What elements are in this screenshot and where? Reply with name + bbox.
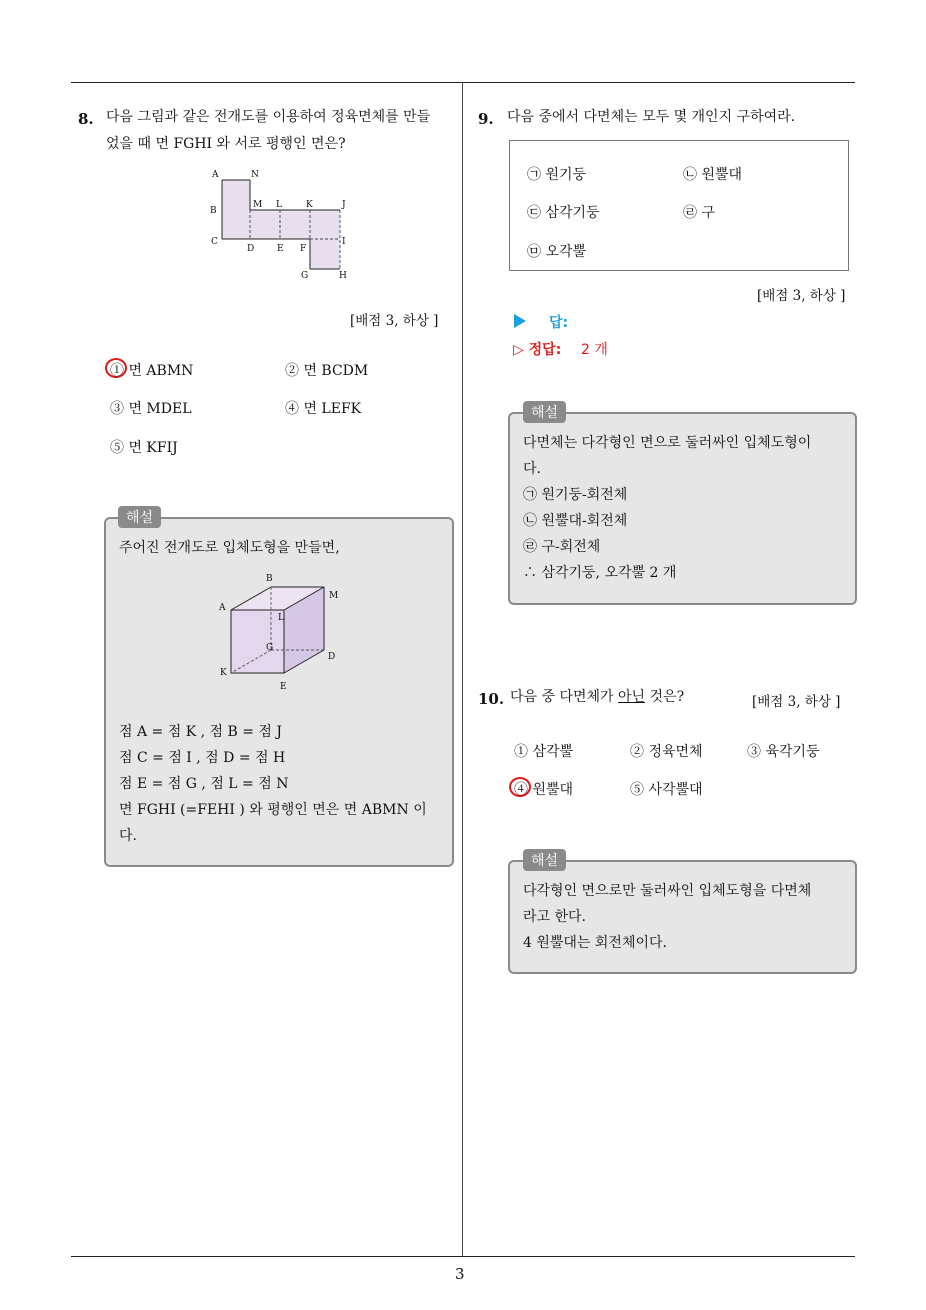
q10-explanation-line: 다각형인 면으로만 둘러싸인 입체도형을 다면체 — [523, 883, 812, 899]
q9-explanation-line: ㉡ 원뿔대-회전체 — [523, 513, 628, 529]
q8-choice-5[interactable]: ⑤ 면 KFIJ — [110, 440, 178, 456]
net-label: C — [211, 237, 218, 247]
q10-question-after: 것은? — [645, 689, 685, 705]
q10-choice-4[interactable]: ④ 원뿔대 — [514, 782, 574, 798]
net-label: J — [342, 200, 346, 210]
net-label: H — [339, 271, 347, 281]
cube-label: B — [266, 574, 273, 584]
cube-label: E — [280, 682, 287, 692]
q8-net-diagram — [200, 165, 360, 285]
q8-explanation-intro: 주어진 전개도로 입체도형을 만들면, — [119, 540, 340, 556]
q10-question — [510, 684, 684, 711]
net-label: A — [212, 170, 219, 180]
cube-label: D — [328, 652, 336, 662]
q8-explanation-line: 점 C = 점 I , 점 D = 점 H — [119, 750, 286, 766]
q10-choice-5[interactable]: ⑤ 사각뿔대 — [630, 782, 703, 798]
page-number: 3 — [455, 1265, 465, 1283]
q9-correct-value: 2 개 — [581, 342, 608, 358]
q8-explanation-line: 점 A = 점 K , 점 B = 점 J — [119, 724, 282, 740]
net-label: L — [276, 200, 282, 210]
q10-question-before: 다음 중 다면체가 — [510, 689, 619, 705]
column-divider — [462, 83, 463, 1257]
q9-explanation-line: ㉠ 원기둥-회전체 — [523, 487, 628, 503]
q10-choice-1[interactable]: ① 삼각뿔 — [514, 744, 574, 760]
net-label: N — [251, 170, 259, 180]
q8-choice-1[interactable]: ① 면 ABMN — [110, 363, 194, 379]
q9-explanation-line: 다면체는 다각형인 면으로 둘러싸인 입체도형이 — [523, 435, 812, 451]
q8-choice-2[interactable]: ② 면 BCDM — [285, 363, 369, 379]
q10-explanation-line: 4 원뿔대는 회전체이다. — [523, 935, 667, 951]
q9-option: ㉢ 삼각기둥 — [527, 205, 600, 221]
q9-explanation-line: ∴ 삼각기둥, 오각뿔 2 개 — [523, 565, 677, 581]
q9-correct-label: ▷ 정답: — [513, 342, 562, 358]
q8-choice-4[interactable]: ④ 면 LEFK — [285, 401, 362, 417]
q10-question-underlined: 아닌 — [618, 689, 646, 705]
q10-number: 10. — [478, 690, 505, 708]
q8-explanation-line: 점 E = 점 G , 점 L = 점 N — [119, 776, 289, 792]
q10-explanation-tag: 해설 — [523, 849, 566, 871]
cube-label: K — [220, 668, 227, 678]
q10-choice-3[interactable]: ③ 육각기둥 — [747, 744, 820, 760]
q9-score: [배점 3, 하상 ] — [757, 288, 846, 304]
q8-choice-3[interactable]: ③ 면 MDEL — [110, 401, 192, 417]
cube-label: A — [219, 603, 226, 613]
q8-question-line2: 었을 때 면 FGHI 와 서로 평행인 면은? — [106, 136, 346, 152]
q9-number: 9. — [478, 110, 494, 128]
q8-explanation-line: 면 FGHI (=FEHI ) 와 평행인 면은 면 ABMN 이 — [119, 802, 427, 818]
q9-option: ㉣ 구 — [683, 205, 715, 221]
q9-explanation-tag: 해설 — [523, 401, 566, 423]
net-label: G — [301, 271, 309, 281]
q8-question-line1: 다음 그림과 같은 전개도를 이용하여 정육면체를 만들 — [106, 109, 431, 125]
q9-explanation-line: 다. — [523, 461, 541, 477]
q9-option: ㉤ 오각뿔 — [527, 244, 587, 260]
net-label: E — [277, 244, 284, 254]
net-label: D — [247, 244, 255, 254]
net-label: M — [253, 200, 263, 210]
net-label: B — [210, 206, 217, 216]
q9-question: 다음 중에서 다면체는 모두 몇 개인지 구하여라. — [507, 109, 796, 125]
q10-score: [배점 3, 하상 ] — [752, 694, 841, 710]
cube-label: G — [266, 643, 274, 653]
q9-option: ㉡ 원뿔대 — [683, 167, 743, 183]
q9-answer-label: 답: — [549, 315, 569, 331]
net-label: I — [342, 237, 346, 247]
q9-option: ㉠ 원기둥 — [527, 167, 587, 183]
q8-explanation-line: 다. — [119, 828, 137, 844]
play-triangle-icon — [514, 314, 526, 328]
cube-label: L — [278, 613, 284, 623]
q10-explanation-line: 라고 한다. — [523, 909, 586, 925]
top-rule — [71, 82, 855, 83]
cube-label: M — [329, 591, 339, 601]
bottom-rule — [71, 1256, 855, 1257]
q8-explanation-tag: 해설 — [118, 506, 161, 528]
q10-choice-2[interactable]: ② 정육면체 — [630, 744, 703, 760]
q8-score: [배점 3, 하상 ] — [350, 313, 439, 329]
net-label: K — [306, 200, 313, 210]
net-label: F — [300, 244, 307, 254]
q9-explanation-line: ㉣ 구-회전체 — [523, 539, 601, 555]
q8-number: 8. — [78, 110, 94, 128]
q8-cube-diagram — [214, 570, 344, 695]
